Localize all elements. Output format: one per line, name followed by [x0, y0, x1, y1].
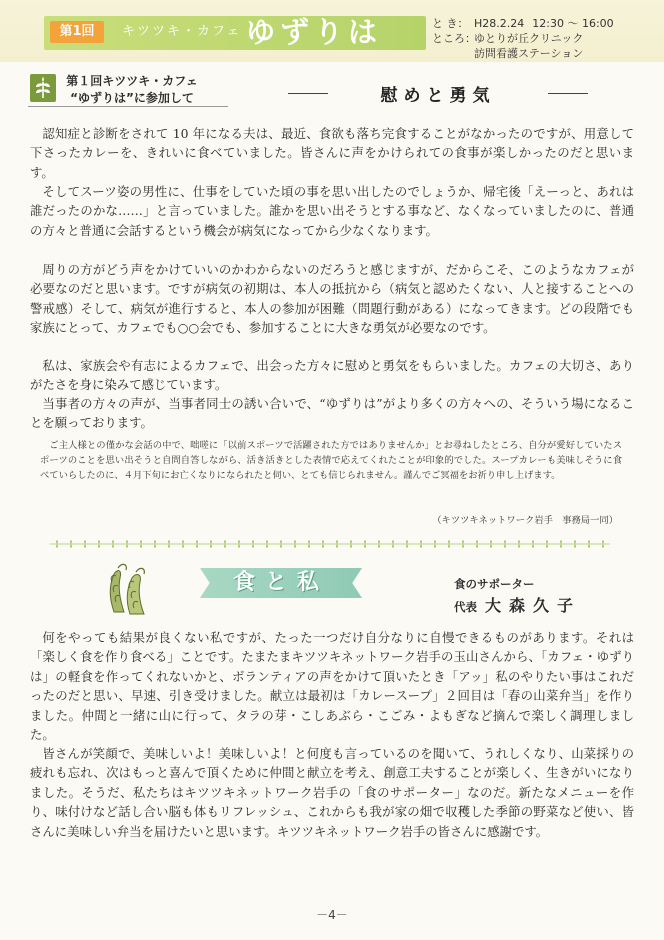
issue-badge: 第1回 — [50, 21, 104, 43]
title-dash-left — [288, 93, 328, 94]
author-prefix: 代表 — [454, 600, 477, 614]
article1-subtitle-line2: “ゆずりは”に参加して — [70, 91, 194, 105]
mountain-vegetable-illustration — [96, 560, 160, 616]
page-number: －4－ — [316, 908, 348, 922]
note-signature: （キツツキネットワーク岩手 事務局一同） — [432, 515, 618, 526]
author-line — [454, 593, 581, 616]
article1-rule — [28, 106, 228, 107]
cafe-name: ゆずりは — [246, 15, 383, 49]
article2-paragraph-1: 何をやっても結果が良くない私ですが、たった一つだけ自分なりに自慢できるものがあります。それは「楽しく食を作り食べる」ことです。たまたまキツツキネットワーク岩手の玉山さんから、「カフェ・ゆずりは」の軽食を作ってくれないかと、ボランティアの声をかけて頂いたとき「アッ」私のやりたい事はこれだったのだと思い、早速、引き受けました。献立は最初は「カレースープ」２回目は「春の山菜弁当」を作りました。仲間と一緒に山に行って、タラの芽・こしあぶら・こごみ・よもぎなど摘んで楽しく調理しました。 — [30, 630, 634, 743]
title-dash-right — [548, 93, 588, 94]
article1-subtitle — [66, 73, 198, 107]
article1-title: 慰めと勇気 — [380, 85, 496, 106]
article1-paragraph-4: 私は、家族会や有志によるカフェで、出会った方々に慰めと勇気をもらいました。カフェの大切さ、ありがたさを身に染みて感じています。 — [30, 358, 634, 393]
article1-paragraph-1: 認知症と診断をされて 10 年になる夫は、最近、食欲も落ち完食することがなかったのですが、用意して下さったカレーを、きれいに食べていました。皆さんに声をかけられての食事が楽しかったのだと思います。 — [30, 126, 634, 180]
article1-paragraph-5: 当事者の方々の声が、当事者同士の誘い合いで、“ゆずりは”がより多くの方々への、そういう場になることを願っております。 — [30, 396, 634, 431]
cafe-label: キツツキ・カフェ — [122, 24, 242, 39]
leaf-icon — [30, 74, 56, 102]
event-info — [432, 16, 614, 61]
author-name: 大森久子 — [485, 596, 582, 615]
article2-paragraph-2: 皆さんが笑顔で、美味しいよ！美味しいよ！と何度も言っているのを聞いて、うれしくなり、山菜採りの疲れも忘れ、次はもっと喜んで頂くために仲間と献立を考え、創意工夫することが楽しく、生きがいになりました。そうだ、私たちはキツツキネットワーク岩手の「食のサポーター」なのだ。新たなメニューを作り、味付けなど話し合い脳も体もリフレッシュ、これからも我が家の畑で収穫した季節の野菜など使い、皆さんに美味しい弁当を届けたいと思います。キツツキネットワーク岩手の皆さんに感謝です。 — [30, 746, 634, 839]
event-place-line2: 訪問看護ステーション — [474, 47, 584, 60]
article1-paragraph-2: そしてスーツ姿の男性に、仕事をしていた頃の事を思い出したのでしょうか、帰宅後「えーっと、あれは誰だったのかな……」と言っていました。誰かを思い出そうとする事など、なくなっていましたのに、普通の方々と普通に会話するという機会が病気になってから少なくなります。 — [30, 184, 634, 238]
article2-title: 食と私 — [232, 569, 329, 595]
article1-heading — [288, 80, 588, 106]
article1-subtitle-line1: 第１回キツツキ・カフェ — [66, 74, 198, 88]
event-date: H28.2.24 — [474, 17, 525, 30]
article1-paragraph-3: 周りの方がどう声をかけていいのかわからないのだろうと感じますが、だからこそ、このようなカフェが必要なのだと思います。ですが病気の初期は、本人の抵抗から（病気と認めたくない、人と接することへの警戒感）そして、病気が進行すると、本人の参加が困難（問題行動がある）になってきます。どの段階でも家族にとって、カフェでも○○会でも、参加することに大きな勇気が必要なのです。 — [30, 262, 634, 336]
event-place-line1: ゆとりが丘クリニック — [474, 32, 584, 45]
condolence-note: ご主人様との僅かな会話の中で、咄嗟に「以前スポーツで活躍された方ではありませんか」とお尋ねしたところ、自分が愛好していたスポーツのことを思い出そうと自問自答しながら、活き活きとした表情で応えてくれたことが印象的でした。スープカレーも美味しそうに食べていらしたのに、４月下旬にお亡くなりになられたと伺い、とても信じられません。謹んでご冥福をお祈り申し上げます。 — [40, 440, 622, 481]
author-role: 食のサポーター — [454, 577, 535, 591]
leaf-divider — [50, 538, 610, 550]
event-time: 12:30 〜 16:00 — [532, 17, 614, 30]
event-date-key: と き： — [432, 17, 469, 30]
event-place-key: ところ： — [432, 32, 476, 45]
